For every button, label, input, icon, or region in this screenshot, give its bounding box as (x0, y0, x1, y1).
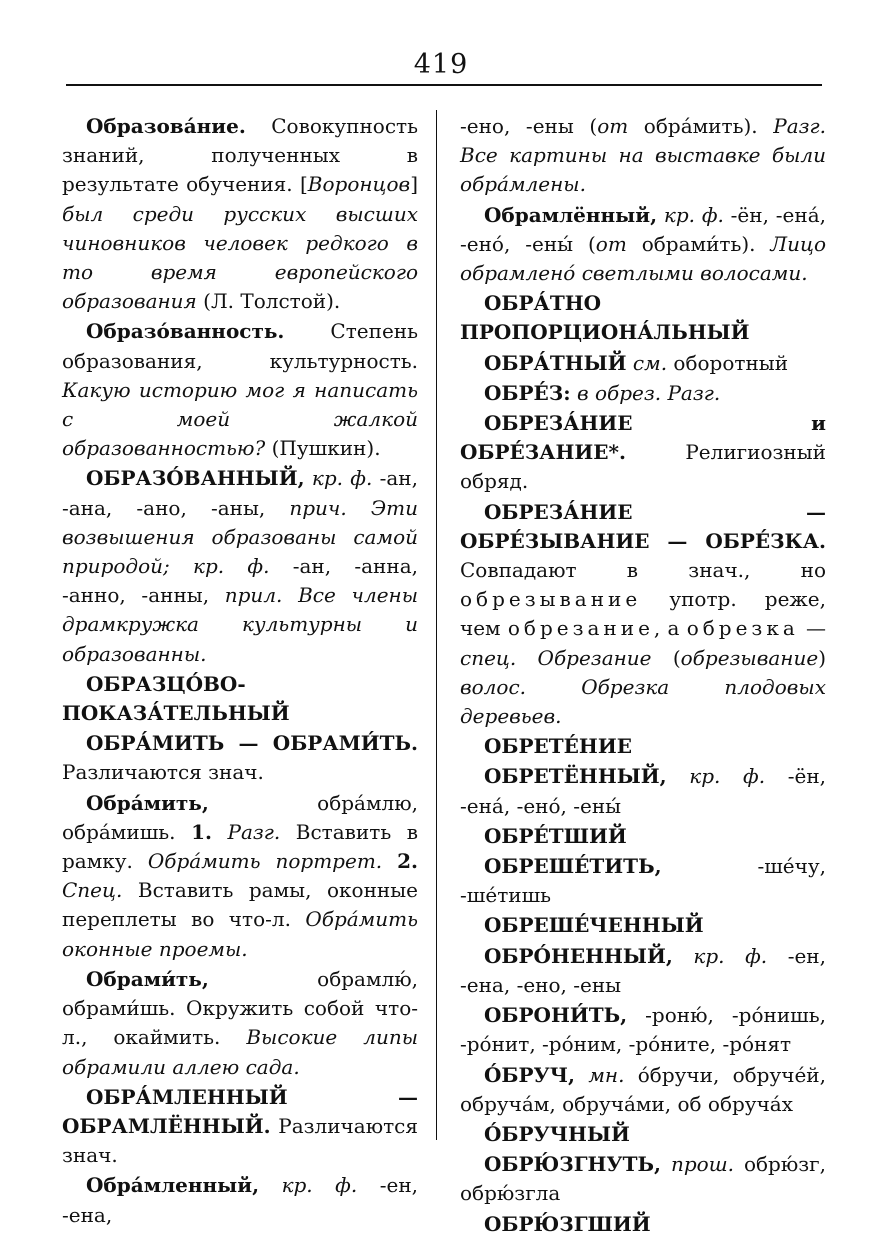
dictionary-entry (460, 1001, 826, 1059)
italic-note: Лицо обрамлено́ светлыми волосами. (460, 231, 826, 286)
italic-note: обрезывание (680, 645, 819, 670)
spaced-term: обрезка (686, 616, 799, 641)
entry-text: обрами́ть). (626, 231, 771, 256)
entry-text: -ено, -ены ( (460, 114, 598, 138)
entry-text: Религиозный обряд. (460, 440, 826, 494)
italic-note: кр. ф. (311, 466, 373, 491)
entry-text: оборотный (667, 350, 789, 375)
dictionary-entry (62, 464, 418, 668)
headword: ОБРОНИ́ТЬ, (484, 1003, 628, 1028)
left-column (62, 112, 418, 1231)
entry-text: ] (410, 172, 418, 197)
headword: Образова́ние. (86, 114, 246, 138)
entry-text: -роню́, -ро́нишь, -ро́нит, -ро́ним, -ро́ните, -ро́нят (460, 1003, 826, 1057)
dictionary-entry (62, 729, 418, 787)
entry-text (259, 1173, 282, 1197)
headword: ОБРЕЗА́НИЕ и ОБРЕ́ЗАНИЕ*. (460, 411, 826, 465)
italic-note: прич. Эти возвышения образованы самой природой; (62, 495, 418, 579)
italic-note: Обра́мить портрет. (147, 849, 383, 874)
italic-note: см. (632, 350, 668, 375)
page-number: 419 (413, 49, 469, 80)
italic-note: мн. (588, 1062, 625, 1087)
headword: ОБРЮ́ЗГШИЙ (484, 1211, 651, 1236)
spaced-term: обрезывание (460, 587, 642, 612)
dictionary-entry (460, 852, 826, 910)
entry-text (212, 820, 228, 844)
column-divider (436, 110, 437, 1140)
dictionary-entry (460, 1120, 826, 1149)
entry-text: Вставить рамы, оконные переплеты во что-л. (62, 878, 418, 932)
dictionary-entry (460, 911, 826, 940)
dictionary-entry (460, 289, 826, 347)
entry-text: Вставить в рамку. (62, 819, 418, 874)
entry-text: употр. реже, чем (460, 587, 826, 641)
italic-note: кр. ф. (663, 202, 724, 227)
headword: ОБРЮ́ЗГНУТЬ, (484, 1152, 662, 1177)
entry-text: обрамлю́, обрами́шь. Окружить собой что-л., окаймить. (62, 966, 418, 1050)
entry-text (382, 849, 397, 873)
dictionary-entry (62, 317, 418, 463)
dictionary-entry (62, 789, 418, 964)
headword: ОБРЕШЕ́ТИТЬ, (484, 854, 662, 879)
dictionary-entry (460, 1061, 826, 1119)
spaced-term: обрезание (507, 616, 654, 641)
italic-note: Какую историю мог я написать с моей жалкой образованностью? (62, 377, 418, 461)
dictionary-entry (460, 942, 826, 1000)
dictionary-entry (460, 112, 826, 200)
headword: ОБРЕ́ТШИЙ (484, 823, 627, 848)
entry-text: Различаются знач. (62, 760, 264, 785)
italic-note: Воронцов (307, 172, 411, 197)
headword: 2. (397, 849, 418, 874)
entry-text: обрю́зг, обрю́згла (460, 1152, 826, 1206)
dictionary-entry (460, 409, 826, 497)
italic-note: прил. Все члены драмкружка культурны и образованны. (62, 583, 418, 666)
headword: Обра́мить, (86, 790, 209, 815)
entry-text: — (798, 616, 826, 641)
headword: 1. (191, 819, 212, 844)
headword: ОБРА́ТНЫЙ (484, 350, 627, 375)
entry-text: (Пушкин). (265, 436, 381, 461)
dictionary-entry (460, 762, 826, 820)
headword: ОБРАЗО́ВАННЫЙ, (86, 466, 305, 491)
entry-text (170, 554, 193, 578)
italic-note: кр. ф. (689, 764, 766, 789)
entry-text: о́бручи, обруче́й, обруча́м, обруча́ми, об обруча́х (460, 1062, 826, 1116)
headword: ОБРАЗЦО́ВО-ПОКАЗА́ТЕЛЬНЫЙ (62, 671, 290, 726)
entry-text (305, 466, 312, 490)
entry-text: ) (818, 645, 826, 670)
entry-text: обра́млю, обра́мишь. (62, 790, 418, 844)
entry-text (661, 1152, 671, 1176)
entry-text: -ён, -ена́, -ено́, -ены́ (460, 764, 827, 818)
entry-text: Совокупность знаний, полученных в результате обучения. [ (62, 114, 418, 197)
dictionary-entry (62, 112, 418, 316)
italic-note: в обрез. Разг. (576, 380, 721, 405)
entry-text: -ан, -ана, -ано, -аны, (62, 466, 418, 520)
dictionary-entry (460, 349, 826, 378)
italic-note: от (595, 231, 627, 256)
headword: ОБРА́ТНО ПРОПОРЦИОНА́ЛЬНЫЙ (460, 291, 750, 345)
italic-note: прош. (670, 1152, 734, 1177)
entry-text (667, 764, 690, 788)
italic-note: кр. ф. (693, 943, 768, 968)
italic-note: волос. Обрезка плодовых деревьев. (460, 674, 826, 729)
dictionary-entry (460, 498, 826, 732)
italic-note: от (597, 114, 629, 138)
entry-text (575, 1063, 588, 1087)
italic-note: спец. Обрезание (460, 645, 652, 670)
entry-text (657, 203, 664, 227)
italic-note: Разг. Все картины на выставке были обра́млены. (460, 114, 826, 197)
headword: ОБРЕТЕ́НИЕ (484, 734, 632, 759)
entry-text: -ан, -анна, -анно, -анны, (62, 554, 418, 608)
italic-note: Разг. (227, 819, 281, 844)
right-column (460, 112, 826, 1240)
italic-note: Спец. (62, 878, 123, 903)
headword: ОБРО́НЕННЫЙ, (484, 943, 673, 968)
italic-note: Высокие липы обрамили аллею сада. (62, 1025, 418, 1079)
headword: Образо́ванность. (86, 319, 285, 344)
entry-text: -ше́чу, -ше́тишь (460, 854, 826, 908)
entry-text: -ен, -ена, (62, 1173, 419, 1227)
dictionary-entry (460, 732, 826, 761)
headword: Обра́мленный, (86, 1173, 260, 1198)
headword: ОБРЕЗА́НИЕ — ОБРЕ́ЗЫВАНИЕ — ОБРЕ́ЗКА. (460, 499, 826, 553)
headword: О́БРУЧ, (484, 1062, 576, 1087)
headword: О́БРУЧНЫЙ (484, 1121, 630, 1146)
entry-text: ( (651, 645, 681, 670)
dictionary-entry (460, 201, 826, 289)
entry-text: (Л. Толстой). (196, 289, 341, 314)
headword: ОБРА́МИТЬ — ОБРАМИ́ТЬ. (86, 731, 418, 756)
header-rule (66, 84, 822, 86)
headword: Обрамлённый, (484, 202, 658, 227)
headword: ОБРА́МЛЕННЫЙ — ОБРАМЛЁННЫЙ. (62, 1084, 418, 1138)
dictionary-entry (62, 965, 418, 1082)
entry-text: Совпадают в знач., но (460, 558, 826, 583)
dictionary-entry (62, 1171, 418, 1229)
entry-text: обра́мить). (628, 114, 774, 138)
italic-note: Обра́мить оконные проемы. (62, 907, 418, 961)
headword: ОБРЕ́З: (484, 380, 571, 405)
entry-text: Степень образования, культурность. (62, 319, 418, 373)
headword: Обрами́ть, (86, 966, 209, 991)
dictionary-entry (62, 670, 418, 728)
dictionary-entry (62, 1083, 418, 1171)
entry-text: , а (653, 616, 687, 641)
entry-text: Различаются знач. (62, 1113, 418, 1168)
dictionary-entry (460, 1150, 826, 1208)
dictionary-entry (460, 379, 826, 408)
headword: ОБРЕШЕ́ЧЕННЫЙ (484, 913, 704, 938)
italic-note: кр. ф. (281, 1173, 358, 1198)
entry-text: -ён, -ена́, -ено́, -ены́ ( (460, 202, 826, 256)
entry-text (673, 944, 694, 968)
italic-note: кр. ф. (193, 554, 270, 579)
dictionary-entry (460, 1210, 826, 1239)
italic-note: был среди русских высших чиновников человек редкого в то время европейского образования (62, 201, 418, 314)
headword: ОБРЕТЁННЫЙ, (484, 764, 667, 789)
dictionary-entry (460, 822, 826, 851)
entry-text: -ен, -ена, -ено, -ены (460, 943, 826, 997)
